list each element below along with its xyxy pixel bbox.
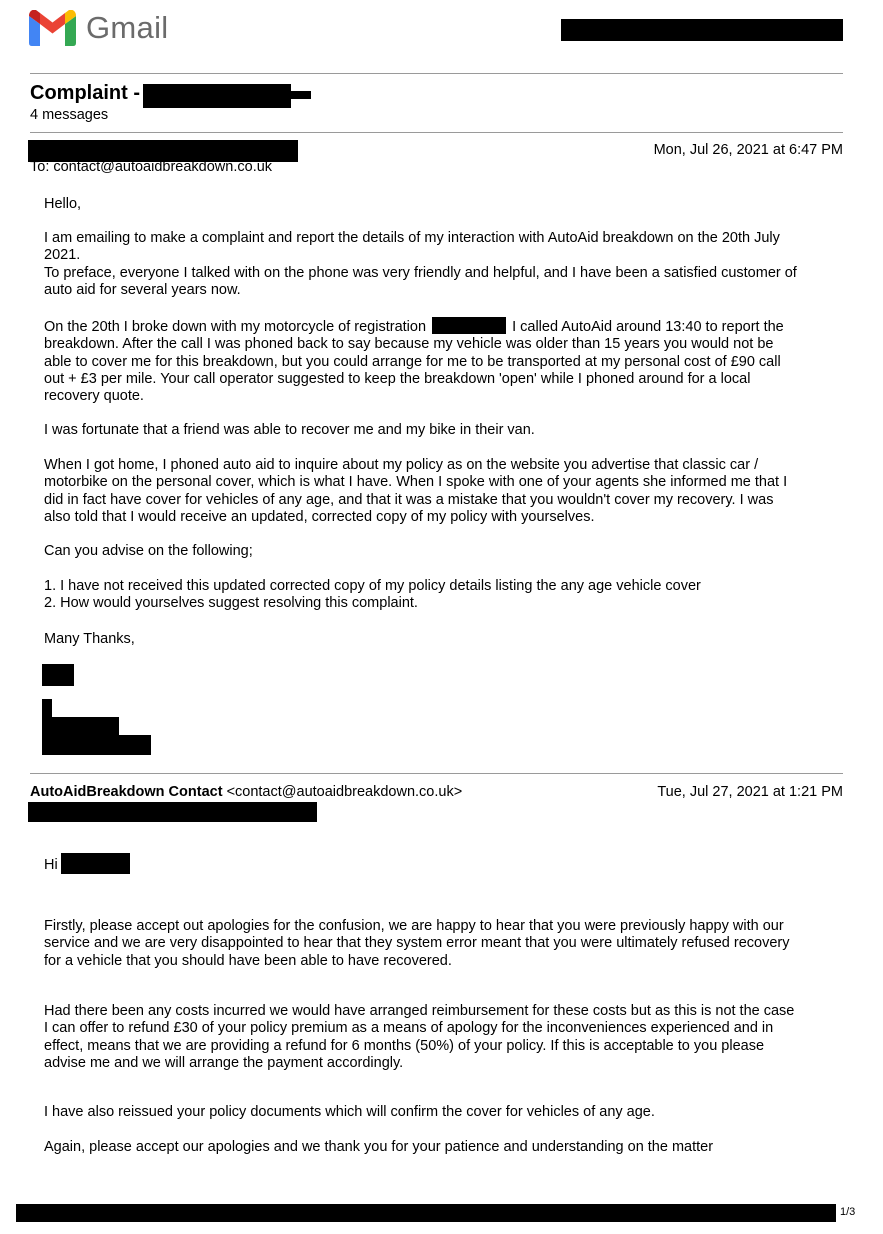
text-segment: On the 20th I broke down with my motorcycle of registration bbox=[44, 319, 427, 335]
message2-paragraph-2 bbox=[44, 1003, 844, 1072]
text-line: also told that I would receive an updated, corrected copy of my policy with yourselves. bbox=[44, 508, 595, 525]
text-line: I am emailing to make a complaint and report the details of my interaction with AutoAid breakdown on the 20th July bbox=[44, 230, 780, 246]
message1-to: To: contact@autoaidbreakdown.co.uk bbox=[30, 159, 273, 175]
text-line: service and we are very disappointed to hear that they system error meant that you were ultimately refused recovery bbox=[44, 935, 790, 952]
message2-date: Tue, Jul 27, 2021 at 1:21 PM bbox=[657, 784, 843, 800]
list-item: 2. How would yourselves suggest resolving this complaint. bbox=[44, 595, 418, 612]
message-count: 4 messages bbox=[30, 107, 109, 123]
redacted-subject-2 bbox=[291, 91, 311, 99]
header-divider bbox=[30, 73, 843, 74]
redacted-recipient-name bbox=[61, 853, 130, 874]
redacted-subject bbox=[143, 84, 291, 108]
redacted-signature-name bbox=[42, 664, 74, 686]
message2-greeting bbox=[44, 853, 844, 874]
message2-sender bbox=[30, 784, 462, 800]
gmail-logo bbox=[29, 10, 168, 46]
message2-paragraph-1 bbox=[44, 918, 844, 970]
message1-paragraph-4 bbox=[44, 457, 844, 526]
redacted-signature-2 bbox=[42, 717, 119, 735]
sender-email: <contact@autoaidbreakdown.co.uk> bbox=[226, 784, 463, 800]
text-segment: I called AutoAid around 13:40 to report the bbox=[512, 319, 784, 335]
message1-closing: Many Thanks, bbox=[44, 631, 135, 647]
message-divider bbox=[30, 773, 843, 774]
text-line: recovery quote. bbox=[44, 388, 144, 405]
list-item: 1. I have not received this updated corrected copy of my policy details listing the any age vehicle cover bbox=[44, 578, 701, 594]
redacted-account bbox=[561, 19, 843, 41]
redacted-footer bbox=[16, 1204, 836, 1222]
gmail-wordmark: Gmail bbox=[86, 10, 169, 45]
text-line: motorbike on the personal cover, which is what I have. When I spoke with one of your agents she informed me that I bbox=[44, 474, 788, 491]
text-line: When I got home, I phoned auto aid to inquire about my policy as on the website you advertise that classic car / bbox=[44, 457, 759, 473]
message2-paragraph-3: I have also reissued your policy documents which will confirm the cover for vehicles of any age. bbox=[44, 1104, 655, 1120]
text-line: auto aid for several years now. bbox=[44, 281, 241, 298]
text-line: did in fact have cover for vehicles of any age, and that it was a mistake that you wouldn't cover my recovery. I was bbox=[44, 491, 774, 508]
redacted-recipient bbox=[28, 802, 317, 822]
text-line: To preface, everyone I talked with on the phone was very friendly and helpful, and I have been a satisfied customer of bbox=[44, 264, 797, 281]
redacted-signature-3 bbox=[42, 735, 151, 755]
text-line: for a vehicle that you should have been able to have recovered. bbox=[44, 952, 452, 969]
message1-date: Mon, Jul 26, 2021 at 6:47 PM bbox=[653, 142, 843, 158]
text-line: Firstly, please accept out apologies for the confusion, we are happy to hear that you were previously happy with our bbox=[44, 918, 784, 934]
text-line: Had there been any costs incurred we would have arranged reimbursement for these costs but as this is not the case bbox=[44, 1003, 795, 1019]
thread-subject: Complaint - bbox=[30, 82, 140, 104]
gmail-m-icon bbox=[29, 10, 76, 46]
redacted-signature-1 bbox=[42, 699, 52, 717]
text-line: able to cover me for this breakdown, but you could arrange for me to be transported at my personal cost of £90 call bbox=[44, 353, 781, 370]
text-line: out + £3 per mile. Your call operator suggested to keep the breakdown 'open' while I phoned around for a local bbox=[44, 370, 751, 387]
text-line: effect, means that we are providing a refund for 6 months (50%) of your policy. If this is acceptable to you please bbox=[44, 1037, 765, 1054]
message1-paragraph-3: I was fortunate that a friend was able to recover me and my bike in their van. bbox=[44, 422, 535, 438]
page-number: 1/3 bbox=[840, 1206, 856, 1218]
message1-greeting: Hello, bbox=[44, 196, 82, 212]
text-line bbox=[44, 317, 844, 336]
subject-divider bbox=[30, 132, 843, 133]
greeting-text: Hi bbox=[44, 857, 58, 873]
text-line: I can offer to refund £30 of your policy premium as a means of apology for the inconveniences experienced and in bbox=[44, 1020, 774, 1037]
text-line: breakdown. After the call I was phoned back to say because my vehicle was older than 15 years you would not be bbox=[44, 336, 774, 353]
redacted-registration bbox=[432, 317, 506, 334]
text-line: 2021. bbox=[44, 247, 81, 264]
message1-paragraph-5: Can you advise on the following; bbox=[44, 543, 253, 559]
text-line: advise me and we will arrange the payment accordingly. bbox=[44, 1054, 404, 1071]
sender-name: AutoAidBreakdown Contact bbox=[30, 784, 223, 800]
message1-paragraph-2 bbox=[44, 317, 844, 405]
message2-paragraph-4: Again, please accept our apologies and we thank you for your patience and understanding on the matter bbox=[44, 1139, 714, 1155]
message1-paragraph-1 bbox=[44, 230, 844, 299]
message1-list bbox=[44, 578, 844, 613]
